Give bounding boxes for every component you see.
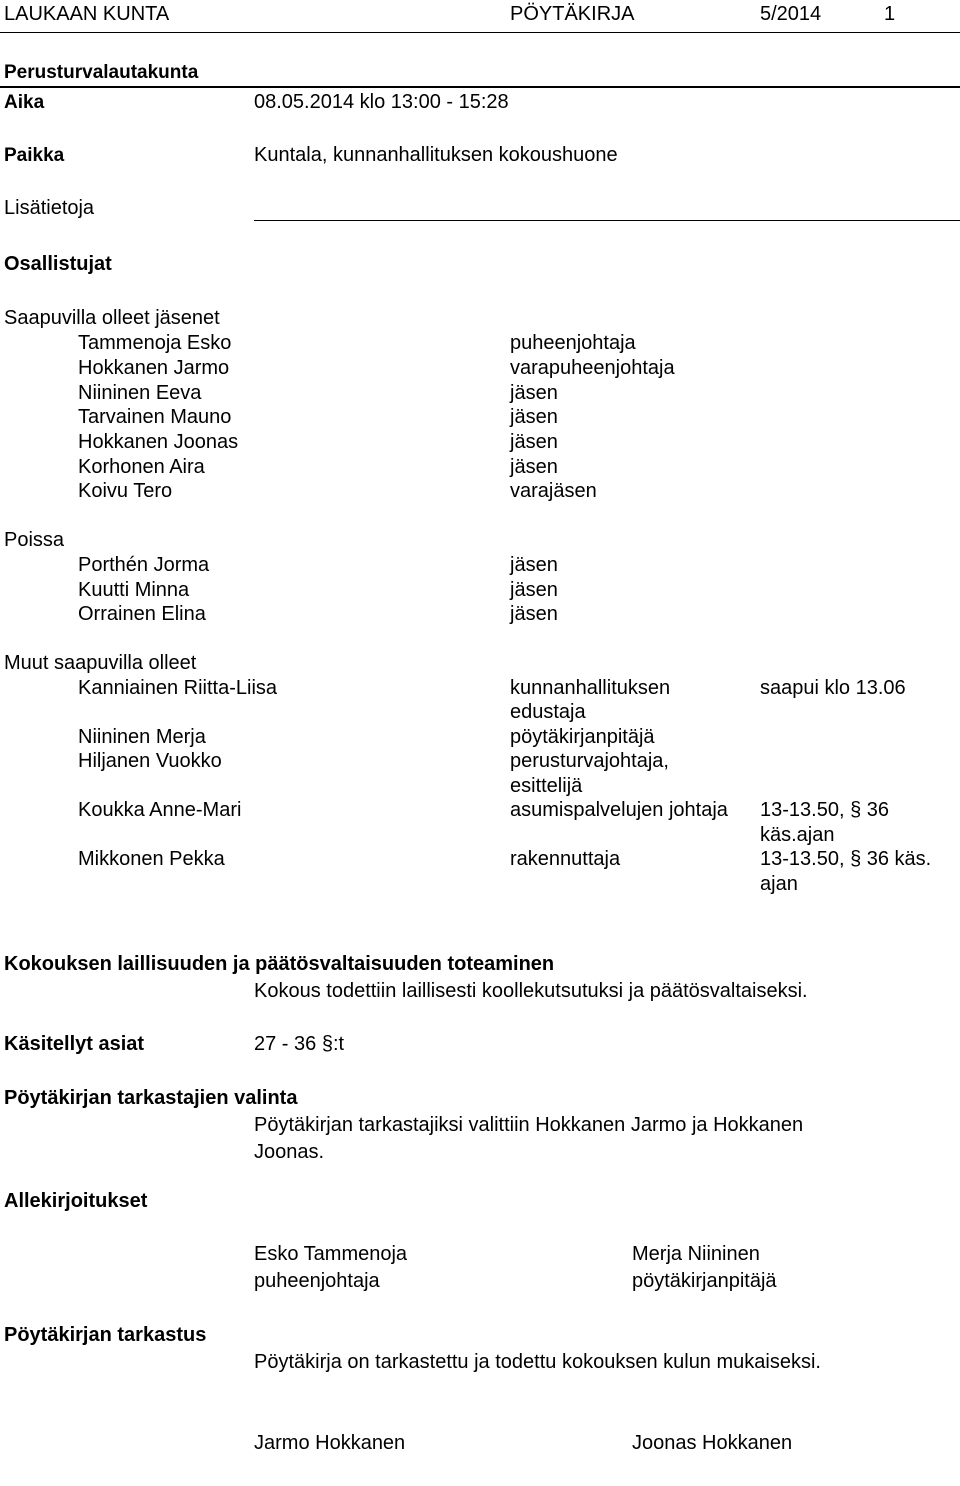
- attendee-note: 13-13.50, § 36 käs.: [760, 848, 932, 870]
- attendee-note-continued: käs.ajan: [760, 824, 835, 846]
- member-role: jäsen: [510, 554, 558, 576]
- member-name: Orrainen Elina: [78, 603, 206, 625]
- attendee-name: Koukka Anne-Mari: [78, 799, 242, 821]
- attendee-note: 13-13.50, § 36: [760, 799, 889, 821]
- inspection-text: Pöytäkirja on tarkastettu ja todettu kokouksen kulun mukaiseksi.: [254, 1351, 821, 1373]
- inspectors-text-continued: Joonas.: [254, 1141, 325, 1163]
- attendee-role: pöytäkirjanpitäjä: [510, 726, 655, 748]
- inspectors-heading: Pöytäkirjan tarkastajien valinta: [4, 1087, 298, 1109]
- document-number: 5/2014: [760, 3, 822, 25]
- present-heading: Saapuvilla olleet jäsenet: [4, 307, 220, 329]
- page-number: 1: [884, 3, 896, 25]
- absent-heading: Poissa: [4, 529, 65, 551]
- attendee-role: asumispalvelujen johtaja: [510, 799, 728, 821]
- member-role: jäsen: [510, 456, 558, 478]
- attendee-name: Hiljanen Vuokko: [78, 750, 222, 772]
- member-name: Porthén Jorma: [78, 554, 210, 576]
- attendee-name: Niininen Merja: [78, 726, 206, 748]
- place-label: Paikka: [4, 145, 65, 166]
- inspector-2-name: Joonas Hokkanen: [632, 1432, 793, 1454]
- attendee-note: saapui klo 13.06: [760, 677, 906, 699]
- legality-heading: Kokouksen laillisuuden ja päätösvaltaisuuden toteaminen: [4, 953, 555, 975]
- inspection-heading: Pöytäkirjan tarkastus: [4, 1324, 207, 1346]
- member-name: Tarvainen Mauno: [78, 406, 232, 428]
- legality-text: Kokous todettiin laillisesti koollekutsutuksi ja päätösvaltaiseksi.: [254, 980, 808, 1002]
- member-name: Niininen Eeva: [78, 382, 202, 404]
- handled-items-value: 27 - 36 §:t: [254, 1033, 345, 1055]
- member-role: jäsen: [510, 603, 558, 625]
- attendee-name: Mikkonen Pekka: [78, 848, 225, 870]
- member-name: Kuutti Minna: [78, 579, 190, 601]
- attendee-role-continued: edustaja: [510, 701, 586, 723]
- member-role: puheenjohtaja: [510, 332, 636, 354]
- info-label: Lisätietoja: [4, 197, 95, 219]
- place-value: Kuntala, kunnanhallituksen kokoushuone: [254, 144, 618, 166]
- attendee-note-continued: ajan: [760, 873, 798, 895]
- others-heading: Muut saapuvilla olleet: [4, 652, 197, 674]
- secretary-name: Merja Niininen: [632, 1243, 760, 1265]
- attendee-role: rakennuttaja: [510, 848, 621, 870]
- attendee-role-continued: esittelijä: [510, 775, 583, 797]
- member-name: Korhonen Aira: [78, 456, 205, 478]
- attendee-name: Kanniainen Riitta-Liisa: [78, 677, 278, 699]
- chair-name: Esko Tammenoja: [254, 1243, 408, 1265]
- member-name: Hokkanen Jarmo: [78, 357, 230, 379]
- member-role: jäsen: [510, 406, 558, 428]
- handled-items-label: Käsitellyt asiat: [4, 1033, 145, 1055]
- attendee-role: perusturvajohtaja,: [510, 750, 669, 772]
- inspectors-text: Pöytäkirjan tarkastajiksi valittiin Hokkanen Jarmo ja Hokkanen: [254, 1114, 804, 1136]
- participants-heading: Osallistujat: [4, 253, 112, 275]
- attendee-role: kunnanhallituksen: [510, 677, 671, 699]
- member-role: jäsen: [510, 431, 558, 453]
- member-name: Tammenoja Esko: [78, 332, 232, 354]
- member-name: Koivu Tero: [78, 480, 173, 502]
- member-role: varapuheenjohtaja: [510, 357, 675, 379]
- member-role: varajäsen: [510, 480, 597, 502]
- member-role: jäsen: [510, 579, 558, 601]
- time-label: Aika: [4, 92, 45, 113]
- committee-divider: [0, 86, 960, 88]
- committee-name: Perusturvalautakunta: [4, 62, 199, 83]
- municipality-name: LAUKAAN KUNTA: [4, 3, 170, 25]
- header-divider: [0, 32, 960, 33]
- inspector-1-name: Jarmo Hokkanen: [254, 1432, 406, 1454]
- signatures-heading: Allekirjoitukset: [4, 1190, 148, 1212]
- member-role: jäsen: [510, 382, 558, 404]
- document-type: PÖYTÄKIRJA: [510, 3, 635, 25]
- info-divider: [254, 220, 960, 221]
- time-value: 08.05.2014 klo 13:00 - 15:28: [254, 91, 509, 113]
- member-name: Hokkanen Joonas: [78, 431, 239, 453]
- secretary-role: pöytäkirjanpitäjä: [632, 1270, 777, 1292]
- chair-role: puheenjohtaja: [254, 1270, 380, 1292]
